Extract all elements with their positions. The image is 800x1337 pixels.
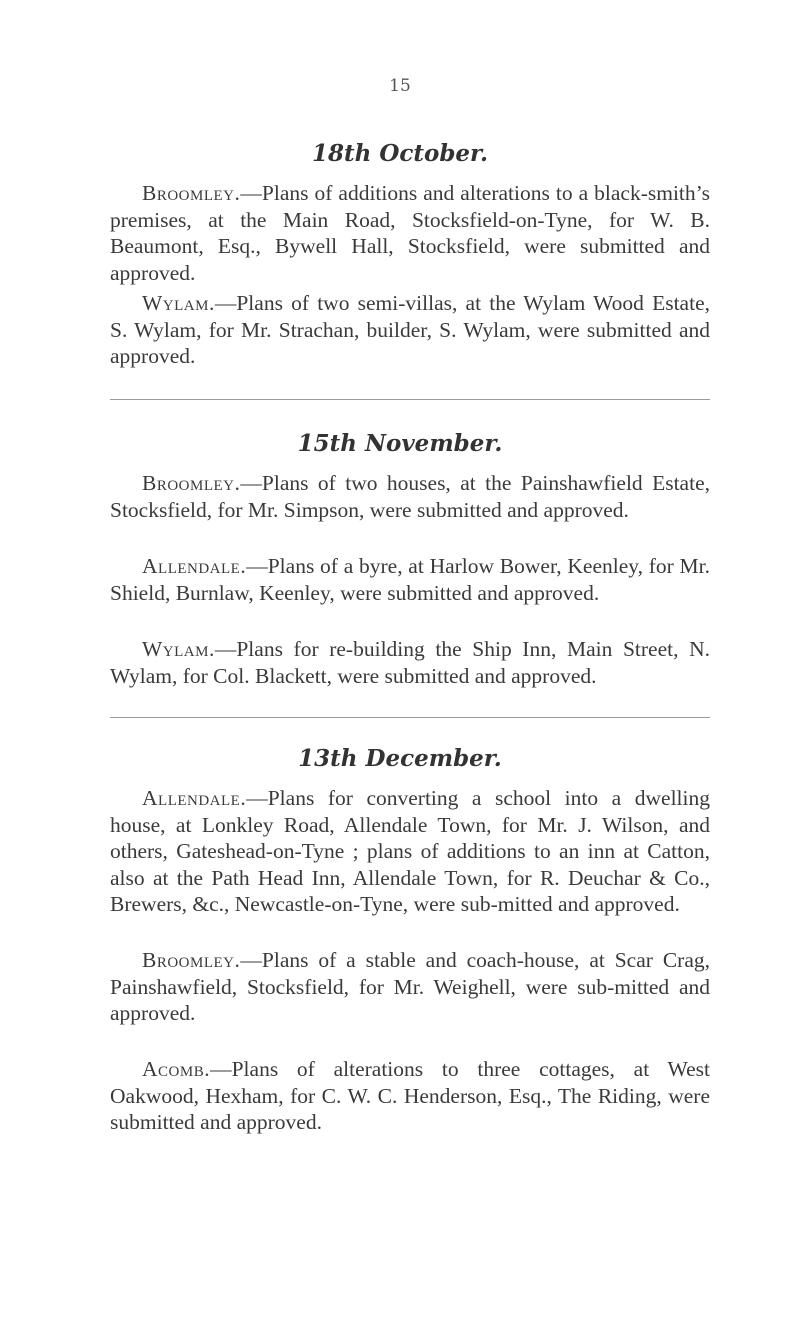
entry-text: —Plans of a stable and coach-house, at Scar Crag, Painshawfield, Stocksfield, for Mr. Weighell, were sub-mitted and approved. <box>110 948 710 1025</box>
entry-place: Allendale. <box>142 554 247 578</box>
entry-place: Wylam. <box>142 637 215 661</box>
entry-paragraph <box>110 470 710 523</box>
entry-paragraph <box>110 180 710 286</box>
section-heading-15th-november: 15th November. <box>297 430 503 457</box>
entry-place: Broomley. <box>142 471 241 495</box>
section-heading-13th-december: 13th December. <box>298 745 502 772</box>
entry-paragraph <box>110 290 710 370</box>
entry-paragraph <box>110 785 710 918</box>
entry-text: —Plans of additions and alterations to a black-smith’s premises, at the Main Road, Stocksfield-on-Tyne, for W. B. Beaumont, Esq., Bywell Hall, Stocksfield, were submitted and approved. <box>110 181 710 285</box>
entry-place: Broomley. <box>142 948 241 972</box>
entry-place: Broomley. <box>142 181 241 205</box>
page-number: 15 <box>389 76 411 96</box>
section-heading-18th-october: 18th October. <box>311 140 489 167</box>
entry-text: —Plans of two houses, at the Painshawfield Estate, Stocksfield, for Mr. Simpson, were submitted and approved. <box>110 471 710 522</box>
entry-place: Wylam. <box>142 291 215 315</box>
entry-paragraph <box>110 1056 710 1136</box>
section-divider <box>110 717 710 718</box>
entry-text: —Plans of a byre, at Harlow Bower, Keenley, for Mr. Shield, Burnlaw, Keenley, were submitted and approved. <box>110 554 710 605</box>
entry-paragraph <box>110 947 710 1027</box>
entry-place: Acomb. <box>142 1057 211 1081</box>
entry-text: —Plans for re-building the Ship Inn, Main Street, N. Wylam, for Col. Blackett, were submitted and approved. <box>110 637 710 688</box>
entry-text: —Plans of two semi-villas, at the Wylam Wood Estate, S. Wylam, for Mr. Strachan, builder, S. Wylam, were submitted and approved. <box>110 291 710 368</box>
entry-text: —Plans of alterations to three cottages, at West Oakwood, Hexham, for C. W. C. Henderson, Esq., The Riding, were submitted and approved. <box>110 1057 710 1134</box>
entry-paragraph <box>110 553 710 606</box>
entry-text: —Plans for converting a school into a dwelling house, at Lonkley Road, Allendale Town, for Mr. J. Wilson, and others, Gateshead-on-Tyne ; plans of additions to an inn at Catton, also at the Path Head Inn, Allendale Town, for R. Deuchar & Co., Brewers, &c., Newcastle-on-Tyne, were sub-mitted and approved. <box>110 786 710 916</box>
section-divider <box>110 399 710 400</box>
entry-place: Allendale. <box>142 786 247 810</box>
entry-paragraph <box>110 636 710 689</box>
